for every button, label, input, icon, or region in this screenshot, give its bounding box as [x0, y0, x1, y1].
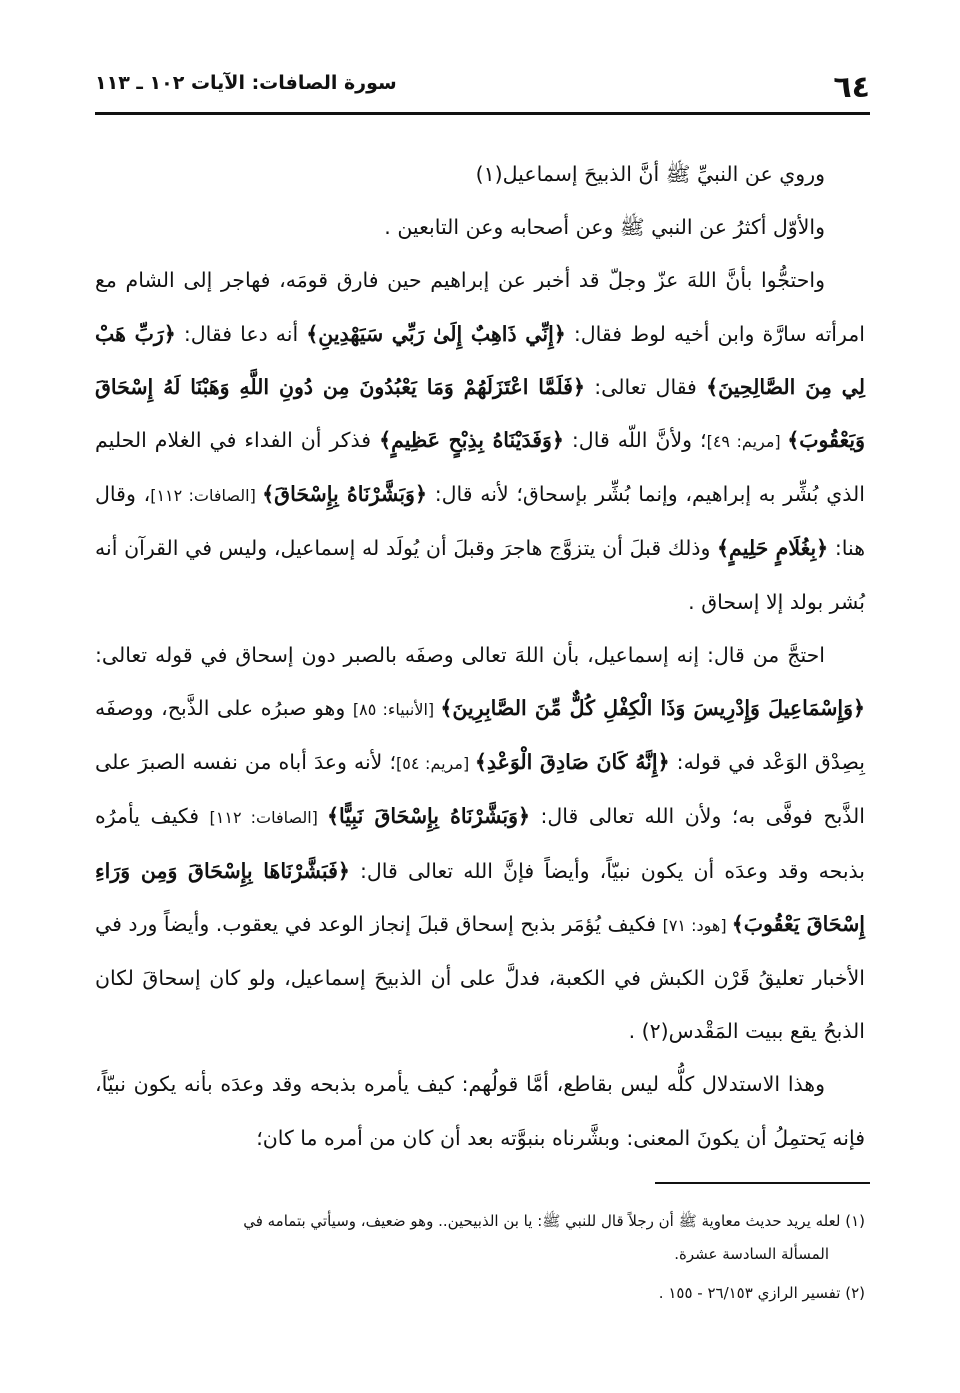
verse-reference: [مريم: ٤٩]: [706, 432, 788, 452]
page-header: [95, 62, 870, 115]
paragraph-4-text-e: فكيف يُؤمَر بذبح إسحاق قبلَ إنجاز الوعد في يعقوب. وأيضاً ورد في الأخبار تعليقُ قَرْن الكبش في الكعبة، فدلَّ على أن الذبيحَ إسماعيل، ولو كان إسحاقَ لكان الذبحُ يقع ببيت المَقْدس: [95, 911, 865, 1044]
quran-verse: ﴿إِنَّهُ كَانَ صَادِقَ الْوَعْدِ﴾: [474, 750, 670, 775]
quran-verse: ﴿فَبَشَّرْنَاهَا بِإِسْحَاقَ وَمِن وَرَاءِ إِسْحَاقَ يَعْقُوبَ﴾: [95, 858, 865, 936]
verse-reference: [الصافات: ١١٢]: [150, 486, 263, 506]
paragraph-3-text-b: أنه دعا فقال:: [175, 321, 307, 346]
paragraph-3-text-e: فذكر أن الفداء في الغلام الحليم الذي بُشِّر به إبراهيم، وإنما بُشِّر بإسحاق؛ لأنه قال:: [95, 428, 865, 507]
verse-reference: [الصافات: ١١٢]: [209, 808, 327, 828]
footnote-marker-1: (١): [475, 162, 503, 186]
running-title: سورة الصافات: الآيات ١٠٢ ـ ١١٣: [95, 72, 397, 94]
quran-verse: ﴿وَفَدَيْنَاهُ بِذِبْحٍ عَظِيمٍ﴾: [379, 428, 564, 453]
footnote-divider: [655, 1182, 870, 1184]
paragraph-3: [95, 254, 865, 628]
paragraph-3-text-f: ، وقال هنا:: [95, 482, 866, 561]
footnotes: [95, 1205, 865, 1316]
footnote-marker-2: (٢): [641, 1019, 669, 1044]
verse-reference: [مريم: ٥٤]: [395, 754, 475, 774]
paragraph-1: [95, 148, 865, 201]
quran-verse: ﴿بِغُلَامٍ حَلِيمٍ﴾: [717, 536, 829, 561]
main-text: [95, 148, 865, 1165]
paragraph-3-text-c: فقال تعالى:: [585, 374, 707, 399]
page-number: ٦٤: [833, 70, 870, 105]
paragraph-2: والأوّل أكثرُ عن النبي ﷺ وعن أصحابه وعن التابعين .: [384, 215, 825, 240]
verse-reference: [هود: ٧١]: [662, 915, 732, 935]
paragraph-4-text-d: فكيف يأمرُه بذبحه وقد وعدَه أن يكون نبيّاً، وأيضاً فإنَّ الله تعالى قال:: [95, 804, 865, 883]
paragraph-4-text-a: احتجَّ من قال: إنه إسماعيل، بأن اللهَ تعالى وصفَه بالصبر دون إسحاق في قوله تعالى:: [95, 642, 825, 667]
paragraph-4-text-f: .: [628, 1019, 642, 1044]
quran-verse: ﴿وَبَشَّرْنَاهُ بِإِسْحَاقَ نَبِيًّا﴾: [326, 804, 530, 829]
quran-verse: ﴿رَبِّ هَبْ لِي مِنَ الصَّالِحِينَ﴾: [95, 321, 865, 399]
footnote-2: (٢) تفسير الرازي ٢٦/١٥٣ - ١٥٥ .: [658, 1284, 865, 1302]
footnote-1: [95, 1205, 865, 1271]
footnote-1-continuation: المسألة السادسة عشرة.: [674, 1245, 829, 1263]
paragraph-3-text-d: ؛ ولأنَّ اللّه قال:: [563, 428, 707, 453]
quran-verse: ﴿إِنِّي ذَاهِبٌ إِلَىٰ رَبِّي سَيَهْدِينِ﴾: [306, 321, 566, 346]
paragraph-4-text-b: وهو صبرُه على الذَّبح، ووصفَه بِصِدْق الوَعْد في قوله:: [95, 696, 865, 775]
paragraph-3-text-a: واحتجُّوا بأنَّ اللهَ عزّ وجلّ قد أخبر عن إبراهيم حين فارق قومَه، فهاجر إلى الشام مع امرأته سارَّة وابن أخيه لوط فقال:: [95, 268, 865, 346]
paragraph-4-text-c: ؛ لأنه وعدَ أباه من نفسه الصبرَ على الذَّبح فوفَّى به؛ ولأن الله تعالى قال:: [95, 750, 865, 829]
quran-verse: ﴿وَإِسْمَاعِيلَ وَإِدْرِيسَ وَذَا الْكِفْلِ كُلٌّ مِّنَ الصَّابِرِينَ﴾: [440, 696, 865, 721]
verse-reference: [الأنبياء: ٨٥]: [352, 700, 441, 720]
footnote-1-text: (١) لعله يريد حديث معاوية ﷺ أن رجلاً قال للنبي ﷺ: يا بن الذبيحين.. وهو ضعيف، وسيأتي بتمامه في: [243, 1212, 865, 1230]
quran-verse: ﴿وَبَشَّرْنَاهُ بِإِسْحَاقَ﴾: [262, 482, 427, 507]
paragraph-3-text-g: وذلك قبلَ أن يتزوَّج هاجرَ وقبلَ أن يُولَد له إسماعيل، وليس في القرآن أنه بُشر بولد إلا إسحاق .: [95, 536, 865, 614]
quran-verse: ﴿فَلَمَّا اعْتَزَلَهُمْ وَمَا يَعْبُدُونَ مِن دُونِ اللَّهِ وَهَبْنَا لَهُ إِسْحَاقَ وَيَعْقُوبَ﴾: [95, 374, 866, 453]
paragraph-5: وهذا الاستدلال كلُّه ليس بقاطع، أمَّا قولُهم: كيف يأمره بذبحه وقد وعدَه بأنه يكون نبيّاً، فإنه يَحتمِلُ أن يكونَ المعنى: وبشَّرناه بنبوَّته بعد أن كان من أمره ما كان؛: [95, 1072, 865, 1150]
paragraph-4: [95, 629, 865, 1059]
paragraph-1-text: وروي عن النبيِّ ﷺ أنَّ الذبيحَ إسماعيل: [502, 162, 825, 186]
